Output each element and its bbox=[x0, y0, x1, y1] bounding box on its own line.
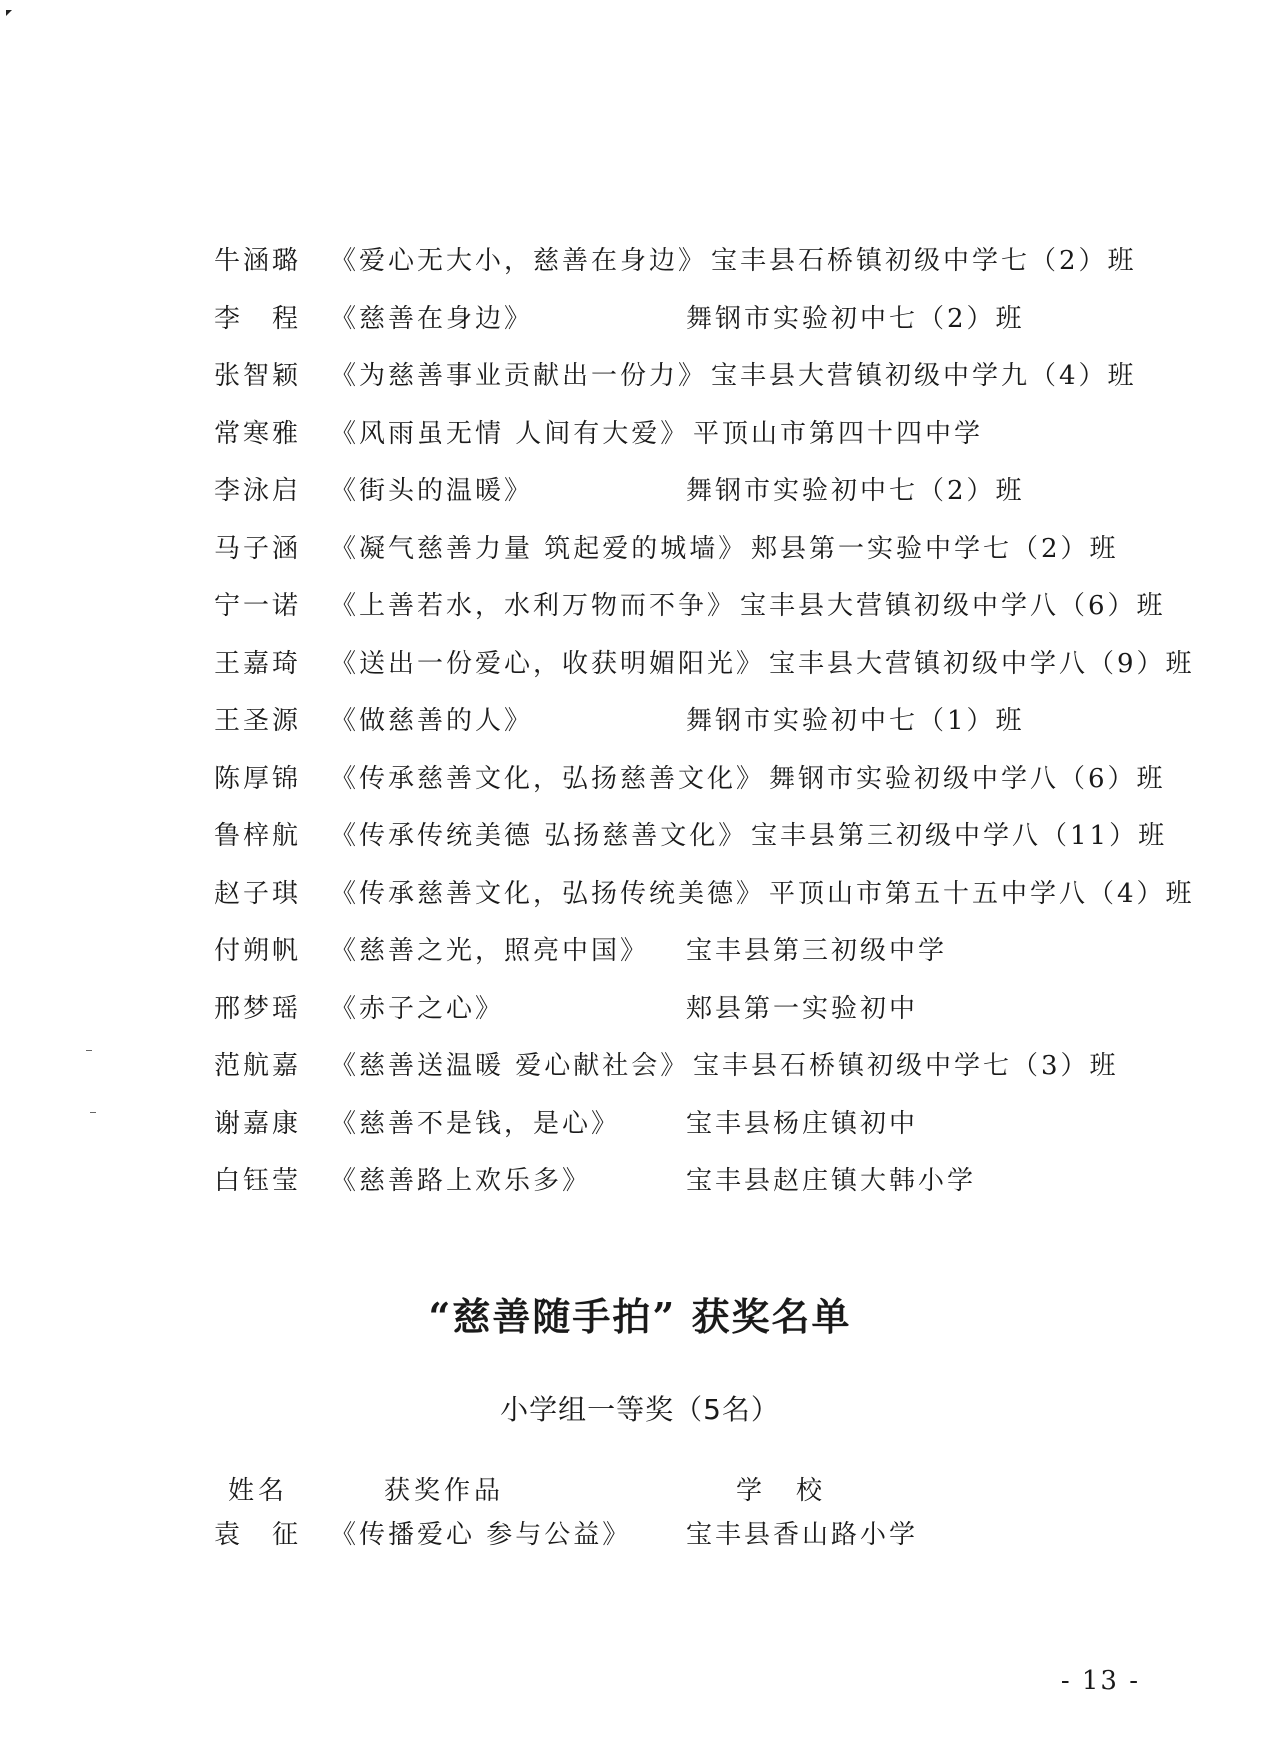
entry-school: 平顶山市第五十五中学八（4）班 bbox=[769, 878, 1195, 909]
entry-work-title: 《赤子之心》 bbox=[330, 993, 505, 1024]
award-entry bbox=[214, 298, 1214, 340]
entry-school: 宝丰县石桥镇初级中学七（2）班 bbox=[711, 246, 1137, 276]
entry-name: 付朔帆 bbox=[214, 936, 302, 966]
award-entry bbox=[214, 585, 1214, 627]
entry-work-title: 《爱心无大小，慈善在身边》 bbox=[330, 246, 708, 276]
entry-name: 王嘉琦 bbox=[214, 648, 302, 679]
entry-name: 陈厚锦 bbox=[214, 763, 302, 794]
award-entry bbox=[214, 1045, 1214, 1087]
entry-work-title: 《上善若水，水利万物而不争》 bbox=[330, 591, 737, 621]
entry-school: 舞钢市实验初级中学八（6）班 bbox=[769, 763, 1166, 794]
entry-school: 宝丰县香山路小学 bbox=[686, 1520, 919, 1550]
entry-name: 白钰莹 bbox=[214, 1166, 302, 1196]
entry-name: 牛涵璐 bbox=[214, 246, 302, 276]
entry-school: 郏县第一实验中学七（2）班 bbox=[751, 533, 1119, 564]
entry-school: 郏县第一实验初中 bbox=[686, 993, 919, 1024]
entry-name: 马子涵 bbox=[214, 533, 302, 564]
entry-work-title: 《街头的温暖》 bbox=[330, 476, 534, 506]
entry-school: 宝丰县赵庄镇大韩小学 bbox=[686, 1166, 977, 1196]
header-school: 学 校 bbox=[736, 1476, 827, 1506]
entry-work-title: 《慈善之光，照亮中国》 bbox=[330, 936, 650, 966]
entry-school: 宝丰县大营镇初级中学八（6）班 bbox=[740, 591, 1166, 621]
entry-work-title: 《风雨虽无情 人间有大爱》 bbox=[330, 418, 690, 449]
award-entry bbox=[214, 643, 1214, 685]
entry-work-title: 《凝气慈善力量 筑起爱的城墙》 bbox=[330, 533, 748, 564]
entry-name: 谢嘉康 bbox=[214, 1108, 302, 1139]
entry-school: 宝丰县杨庄镇初中 bbox=[686, 1108, 919, 1139]
entry-school: 舞钢市实验初中七（2）班 bbox=[686, 303, 1025, 334]
scan-speck bbox=[90, 1112, 96, 1113]
entry-name: 张智颖 bbox=[214, 361, 302, 391]
entry-school: 宝丰县大营镇初级中学八（9）班 bbox=[769, 648, 1195, 679]
page-number: - 13 - bbox=[1060, 1666, 1140, 1696]
entry-name: 李 程 bbox=[214, 303, 302, 334]
header-work: 获奖作品 bbox=[384, 1476, 505, 1506]
award-entry bbox=[214, 470, 1214, 512]
entry-work-title: 《传承慈善文化，弘扬慈善文化》 bbox=[330, 763, 766, 794]
award-entry bbox=[214, 413, 1214, 455]
entry-work-title: 《为慈善事业贡献出一份力》 bbox=[330, 361, 708, 391]
entry-work-title: 《传承传统美德 弘扬慈善文化》 bbox=[330, 821, 748, 851]
entry-work-title: 《送出一份爱心，收获明媚阳光》 bbox=[330, 648, 766, 679]
entry-work-title: 《慈善送温暖 爱心献社会》 bbox=[330, 1051, 690, 1081]
entry-name: 宁一诺 bbox=[214, 591, 302, 621]
award-entry bbox=[214, 815, 1214, 857]
entry-name: 范航嘉 bbox=[214, 1051, 302, 1081]
entry-name: 袁 征 bbox=[214, 1520, 302, 1550]
entry-school: 舞钢市实验初中七（1）班 bbox=[686, 706, 1025, 736]
award-entry bbox=[214, 1160, 1214, 1202]
entry-work-title: 《慈善不是钱，是心》 bbox=[330, 1108, 621, 1139]
entry-work-title: 《传承慈善文化，弘扬传统美德》 bbox=[330, 878, 766, 909]
entry-name: 王圣源 bbox=[214, 706, 302, 736]
entry-work-title: 《慈善在身边》 bbox=[330, 303, 534, 334]
award-entry bbox=[214, 355, 1214, 397]
entry-work-title: 《慈善路上欢乐多》 bbox=[330, 1166, 592, 1196]
entry-school: 舞钢市实验初中七（2）班 bbox=[686, 476, 1025, 506]
corner-scan-mark bbox=[6, 10, 12, 16]
section-subtitle: 小学组一等奖（5名） bbox=[500, 1393, 780, 1426]
award-entry bbox=[214, 930, 1214, 972]
award-entry bbox=[214, 700, 1214, 742]
entry-work-title: 《传播爱心 参与公益》 bbox=[330, 1520, 632, 1550]
entry-name: 鲁梓航 bbox=[214, 821, 302, 851]
entry-name: 常寒雅 bbox=[214, 418, 302, 449]
award-entry bbox=[214, 1514, 1214, 1556]
entry-name: 李泳启 bbox=[214, 476, 302, 506]
entry-school: 宝丰县大营镇初级中学九（4）班 bbox=[711, 361, 1137, 391]
award-entry bbox=[214, 528, 1214, 570]
header-name: 姓名 bbox=[228, 1476, 289, 1506]
entry-school: 宝丰县第三初级中学 bbox=[686, 936, 948, 966]
award-entry bbox=[214, 873, 1214, 915]
entry-name: 邢梦瑶 bbox=[214, 993, 302, 1024]
award-entry bbox=[214, 988, 1214, 1030]
award-entry bbox=[214, 240, 1214, 282]
scan-speck bbox=[86, 1050, 92, 1051]
award-entry bbox=[214, 758, 1214, 800]
entry-work-title: 《做慈善的人》 bbox=[330, 706, 534, 736]
entry-school: 平顶山市第四十四中学 bbox=[693, 418, 984, 449]
award-entry bbox=[214, 1103, 1214, 1145]
entry-school: 宝丰县石桥镇初级中学七（3）班 bbox=[693, 1051, 1119, 1081]
entry-school: 宝丰县第三初级中学八（11）班 bbox=[751, 821, 1168, 851]
entry-name: 赵子琪 bbox=[214, 878, 302, 909]
section-title: “慈善随手拍” 获奖名单 bbox=[428, 1294, 852, 1339]
